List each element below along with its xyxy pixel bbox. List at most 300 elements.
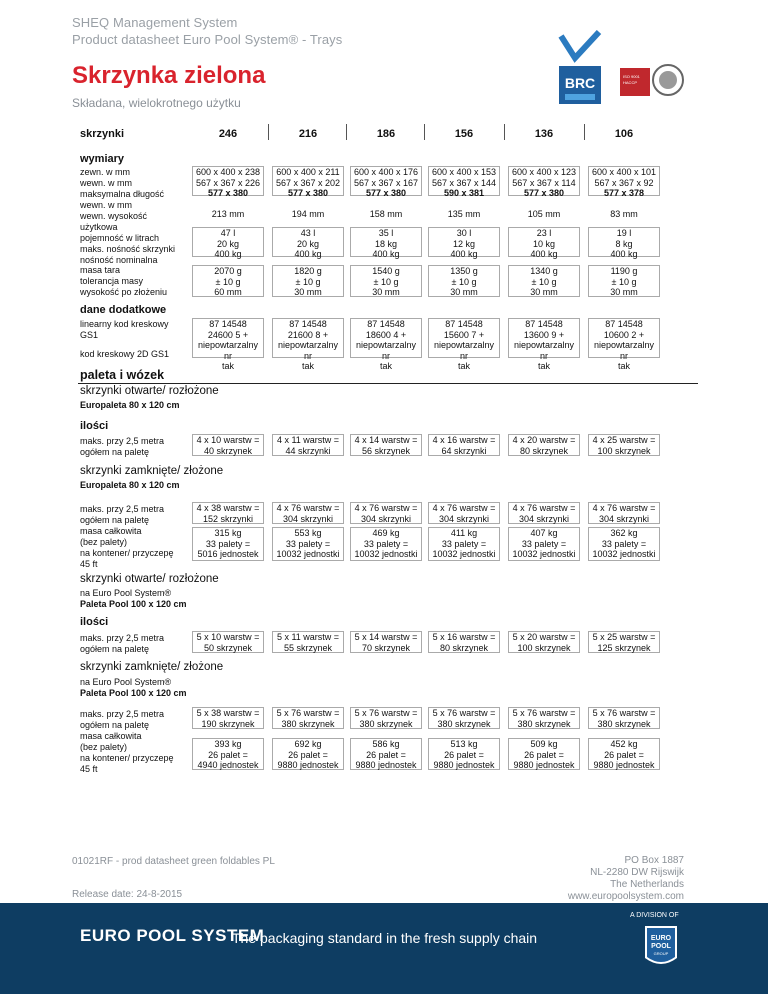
barcode-cell [588,318,660,371]
weight-cell-line-1: ± 10 g [373,276,399,287]
column-head-2: 186 [376,128,396,140]
s4-count-cell [508,707,580,729]
column-separator [424,124,425,140]
barcode-cell-line-0: 87 14548 [445,319,483,329]
weight-cell-line-1: ± 10 g [451,276,477,287]
label-int: wewn. w mm [80,178,133,188]
svg-text:ISO 9001: ISO 9001 [623,74,640,79]
s2-weight-cell-line-0: 469 kg [372,528,400,538]
s1-ilosci: ilości [80,420,109,432]
barcode-cell-line-1: 24600 5 + [207,329,249,340]
s2-sub: Europaleta 80 x 120 cm [80,480,180,490]
weight-cell-line-0: 1350 g [450,266,478,276]
s1-cell-line-1: 40 skrzynek [203,445,253,456]
s3-ilosci: ilości [80,616,109,628]
s4-weight-cell [508,738,580,770]
eps-logo: EURO POOL SYSTEM [80,926,265,945]
s3-cell-line-0: 5 x 20 warstw = [512,632,576,642]
s4-count-cell-line-1: 380 skrzynek [597,718,651,729]
s2-count-cell-line-1: 152 skrzynki [202,513,254,524]
dimensions-cell-line-0: 600 x 400 x 211 [276,167,340,177]
s1-cell [588,434,660,456]
s1-label-max: maks. przy 2,5 metra [80,436,165,446]
dimensions-cell-line-1: 567 x 367 x 202 [275,177,341,188]
address-line2: NL-2280 DW Rijswijk [590,867,684,878]
label-tol: tolerancja masy [80,276,144,286]
height-cell-line-0: 83 mm [610,209,638,219]
dimensions-cell-line-1: 567 x 367 x 167 [353,177,419,188]
capacity-cell-line-2: 400 kg [450,249,478,259]
label-maxlen2: wewn. w mm [80,200,133,210]
label-height: wewn. wysokość [80,211,148,221]
s1-cell [508,434,580,456]
dane-label1 [80,319,169,341]
euro-pool-group-badge-icon [643,924,679,970]
s4-count-cell-line-1: 190 skrzynek [201,718,255,729]
s1-cell-line-0: 4 x 20 warstw = [512,435,576,445]
capacity-cell-line-2: 400 kg [610,249,638,259]
s3-cell [428,631,500,653]
s4-weight-cell-line-0: 586 kg [372,739,400,749]
dimensions-cell-line-0: 600 x 400 x 101 [591,167,657,177]
s4-weight-cell [428,738,500,770]
s4-weight-cell-line-1: 26 palet = [524,749,564,760]
s3-cell-line-0: 5 x 14 warstw = [354,632,418,642]
dane-label2: kod kreskowy 2D GS1 [80,349,170,359]
s4-weight-cell [588,738,660,770]
column-separator [584,124,585,140]
s3-cell-line-1: 70 skrzynek [361,642,411,653]
s2-count-cell [428,502,500,524]
capacity-cell-line-1: 12 kg [452,238,476,249]
capacity-cell-line-0: 35 l [378,228,394,238]
dimensions-cell-line-1: 567 x 367 x 92 [594,177,654,188]
brc-logo-icon [555,30,605,108]
height-cell [588,201,660,227]
capacity-cell [272,227,344,257]
barcode-cell-line-3: tak [457,361,470,371]
s1-cell-line-1: 44 skrzynki [285,445,331,456]
header-system [72,14,342,48]
s1-cell [428,434,500,456]
s1-cell-line-1: 80 skrzynek [519,445,569,456]
height-cell [350,201,422,227]
header-line1: SHEQ Management System [72,15,238,30]
column-separator [268,124,269,140]
dimensions-cell-line-2: 577 x 380 [287,188,329,198]
s2-count-cell-line-0: 4 x 76 warstw = [592,503,656,513]
s4-count-cell-line-1: 380 skrzynek [517,718,571,729]
barcode-cell [272,318,344,371]
dimensions-cell [272,166,344,196]
s4-label-2: masa całkowita [80,731,142,741]
column-separator [504,124,505,140]
s3-cell [272,631,344,653]
s3-cell-line-1: 50 skrzynek [203,642,253,653]
column-head-4: 136 [534,128,554,140]
label-folded: wysokość po złożeniu [80,287,168,297]
s4-weight-cell-line-1: 26 palet = [288,749,328,760]
s3-cell-line-0: 5 x 10 warstw = [196,632,260,642]
s4-weight-cell-line-1: 26 palet = [208,749,248,760]
height-cell-line-0: 105 mm [527,209,561,219]
barcode-cell-line-3: tak [379,361,392,371]
s3-label-max: maks. przy 2,5 metra [80,633,165,643]
column-head-0: 246 [218,128,238,140]
s3-label-total: ogółem na paletę [80,644,150,654]
capacity-cell [192,227,264,257]
s3-sub1: na Euro Pool System® [80,588,172,598]
s2-count-cell [192,502,264,524]
capacity-cell-line-0: 30 l [456,228,472,238]
dimensions-cell-line-2: 577 x 380 [523,188,565,198]
height-cell-line-0: 213 mm [211,209,245,219]
division-label: A DIVISION OF [630,912,679,919]
s3-labels [80,633,164,655]
s2-weight-cell-line-1: 33 palety = [363,538,409,549]
s3-cell-line-1: 100 skrzynek [517,642,571,653]
s3-cell-line-0: 5 x 11 warstw = [276,632,340,642]
barcode-cell-line-2: niepowtarzalny nr [593,340,655,361]
s2-label-4: na kontener/ przyczepę [80,548,174,558]
s4-weight-cell-line-2: 4940 jednostek [197,760,259,770]
s2-title: skrzynki zamknięte/ złożone [80,465,224,477]
weight-cell [508,265,580,297]
barcode-cell-line-1: 15600 7 + [443,329,485,340]
weight-cell [588,265,660,297]
s2-weight-cell-line-0: 315 kg [214,528,242,538]
s4-weight-cell-line-2: 9880 jednostek [593,760,655,770]
s2-label-1: ogółem na paletę [80,515,150,525]
barcode-cell-line-0: 87 14548 [605,319,643,329]
barcode-cell-line-1: 21600 8 + [287,329,329,340]
s4-count-cell-line-0: 5 x 76 warstw = [354,708,418,718]
s2-count-cell [588,502,660,524]
s4-count-cell [272,707,344,729]
capacity-cell-line-1: 18 kg [374,238,398,249]
weight-cell-line-2: 30 mm [530,287,558,297]
s3-cell-line-1: 80 skrzynek [439,642,489,653]
iso-certificate-icon [620,58,685,104]
s1-cell-line-0: 4 x 16 warstw = [432,435,496,445]
s2-weight-cell-line-1: 33 palety = [285,538,331,549]
barcode-cell-line-3: tak [617,361,630,371]
column-separator [346,124,347,140]
s1-cell-line-0: 4 x 10 warstw = [196,435,260,445]
s4-label-5: 45 ft [80,764,98,774]
s2-weight-cell-line-1: 33 palety = [205,538,251,549]
s1-labels [80,436,164,458]
dane-heading: dane dodatkowe [80,304,167,316]
s2-count-cell-line-1: 304 skrzynki [282,513,334,524]
wymiary-heading: wymiary [80,153,125,165]
barcode-cell-line-0: 87 14548 [289,319,327,329]
label-maxlen: maksymalna długość [80,189,165,199]
barcode-cell [428,318,500,371]
weight-cell-line-2: 30 mm [294,287,322,297]
s3-cell [588,631,660,653]
weight-cell-line-2: 30 mm [450,287,478,297]
s4-count-cell [588,707,660,729]
weight-cell-line-1: ± 10 g [295,276,321,287]
height-cell-line-0: 135 mm [447,209,481,219]
label-vol: pojemność w litrach [80,233,160,243]
height-cell [508,201,580,227]
s4-weight-cell-line-1: 26 palet = [604,749,644,760]
s4-weight-cell-line-2: 9880 jednostek [433,760,495,770]
s2-weight-cell-line-2: 10032 jednostki [276,549,340,559]
header-line2: Product datasheet Euro Pool System® - Trays [72,32,343,47]
s2-weight-cell-line-1: 33 palety = [601,538,647,549]
wymiary-labels [80,167,175,266]
doc-reference: 01021RF - prod datasheet green foldables PL [72,856,275,867]
barcode-cell [192,318,264,371]
s3-cell [508,631,580,653]
s2-weight-cell [192,527,264,561]
weight-cell-line-0: 1540 g [372,266,400,276]
dimensions-cell-line-0: 600 x 400 x 176 [353,167,419,177]
s2-count-cell-line-1: 304 skrzynki [360,513,412,524]
weight-cell-line-2: 30 mm [372,287,400,297]
svg-text:POOL: POOL [651,943,671,950]
capacity-cell-line-2: 400 kg [372,249,400,259]
s4-weight-cell-line-1: 26 palet = [444,749,484,760]
s2-weight-cell-line-0: 407 kg [530,528,558,538]
height-cell [428,201,500,227]
dimensions-cell-line-1: 567 x 367 x 144 [431,177,497,188]
s3-sub2: Paleta Pool 100 x 120 cm [80,599,187,609]
capacity-cell-line-2: 400 kg [530,249,558,259]
dimensions-cell-line-2: 577 x 380 [365,188,407,198]
s4-count-cell-line-1: 380 skrzynek [359,718,413,729]
dimensions-cell-line-1: 567 x 367 x 226 [195,177,261,188]
page-subtitle: Składana, wielokrotnego użytku [72,96,241,110]
label-ext: zewn. w mm [80,167,131,177]
s3-cell-line-1: 125 skrzynek [597,642,651,653]
s2-weight-cell-line-2: 10032 jednostki [512,549,576,559]
s2-count-cell [508,502,580,524]
s3-cell-line-0: 5 x 16 warstw = [432,632,496,642]
s1-cell-line-0: 4 x 14 warstw = [354,435,418,445]
s4-weight-cell-line-2: 9880 jednostek [355,760,417,770]
weight-cell [272,265,344,297]
svg-text:GROUP: GROUP [653,951,669,956]
s4-weight-cell-line-0: 393 kg [214,739,242,749]
s4-count-cell-line-0: 5 x 38 warstw = [196,708,260,718]
s2-count-cell-line-0: 4 x 76 warstw = [432,503,496,513]
capacity-cell-line-2: 400 kg [294,249,322,259]
s4-label-1: ogółem na paletę [80,720,150,730]
s4-label-3: (bez palety) [80,742,128,752]
s4-sub1: na Euro Pool System® [80,677,172,687]
capacity-cell [428,227,500,257]
s1-cell-line-1: 100 skrzynek [597,445,651,456]
s2-weight-cell-line-0: 553 kg [294,528,322,538]
address [568,855,684,903]
address-line3: The Netherlands [610,879,684,890]
s2-count-cell-line-1: 304 skrzynki [518,513,570,524]
s4-weight-cell-line-0: 509 kg [530,739,558,749]
dane-label1-a: linearny kod kreskowy [80,319,169,329]
barcode-cell-line-0: 87 14548 [367,319,405,329]
s2-weight-cell [508,527,580,561]
s3-cell [350,631,422,653]
s4-weight-cell-line-0: 513 kg [450,739,478,749]
s4-count-cell-line-0: 5 x 76 warstw = [512,708,576,718]
dimensions-cell-line-0: 600 x 400 x 153 [431,167,497,177]
s1-title: skrzynki otwarte/ rozłożone [80,385,219,397]
capacity-cell-line-0: 43 l [300,228,316,238]
s1-cell-line-1: 64 skrzynki [441,445,487,456]
s4-sub2: Paleta Pool 100 x 120 cm [80,688,187,698]
dimensions-cell-line-2: 577 x 380 [207,188,249,198]
weight-cell-line-0: 1820 g [294,266,322,276]
height-cell [192,201,264,227]
dimensions-cell-line-0: 600 x 400 x 123 [511,167,577,177]
height-cell [272,201,344,227]
capacity-cell [350,227,422,257]
s2-weight-cell [588,527,660,561]
label-maxload: maks. nośność skrzynki [80,244,176,254]
svg-text:BRC: BRC [564,75,596,91]
s4-label-0: maks. przy 2,5 metra [80,709,165,719]
dimensions-cell-line-2: 590 x 381 [443,188,485,198]
dimensions-cell [350,166,422,196]
s1-label-total: ogółem na paletę [80,447,150,457]
s2-weight-cell-line-2: 10032 jednostki [432,549,496,559]
s1-cell [350,434,422,456]
s1-cell-line-0: 4 x 11 warstw = [276,435,340,445]
s2-weight-cell-line-1: 33 palety = [521,538,567,549]
weight-cell-line-0: 1340 g [530,266,558,276]
s1-cell-line-0: 4 x 25 warstw = [592,435,656,445]
weight-cell-line-0: 2070 g [214,266,242,276]
s2-weight-cell-line-0: 411 kg [450,528,478,538]
capacity-cell-line-0: 47 l [220,228,236,238]
capacity-cell-line-1: 8 kg [615,238,633,249]
s4-count-cell-line-0: 5 x 76 warstw = [432,708,496,718]
s3-cell [192,631,264,653]
label-height2: użytkowa [80,222,118,232]
barcode-cell-line-2: niepowtarzalny nr [433,340,495,361]
height-cell-line-0: 158 mm [369,209,403,219]
barcode-cell-line-0: 87 14548 [209,319,247,329]
height-cell-line-0: 194 mm [291,209,325,219]
barcode-cell-line-1: 18600 4 + [365,329,407,340]
weight-cell-line-2: 30 mm [610,287,638,297]
s3-title: skrzynki otwarte/ rozłożone [80,573,219,585]
weight-cell-line-1: ± 10 g [531,276,557,287]
barcode-cell-line-2: niepowtarzalny nr [355,340,417,361]
s1-cell [272,434,344,456]
paleta-heading: paleta i wózek [80,368,165,382]
s2-weight-cell-line-2: 10032 jednostki [592,549,656,559]
s2-weight-cell-line-2: 10032 jednostki [354,549,418,559]
s4-weight-cell-line-2: 9880 jednostek [513,760,575,770]
weight-cell [428,265,500,297]
s1-sub: Europaleta 80 x 120 cm [80,400,180,410]
s2-weight-cell-line-2: 5016 jednostek [197,549,259,559]
weight-cell [350,265,422,297]
label-nominal: nośność nominalna [80,255,158,265]
capacity-cell [588,227,660,257]
weight-cell-line-0: 1190 g [610,266,638,276]
s3-cell-line-0: 5 x 25 warstw = [592,632,656,642]
barcode-cell-line-1: 10600 2 + [603,329,645,340]
paleta-divider [78,383,698,384]
dimensions-cell [428,166,500,196]
barcode-cell-line-3: tak [221,361,234,371]
weight-cell-line-1: ± 10 g [215,276,241,287]
wymiary-labels2 [80,265,167,298]
page-title: Skrzynka zielona [72,62,266,89]
capacity-cell-line-1: 10 kg [532,238,556,249]
s4-count-cell [192,707,264,729]
s2-label-0: maks. przy 2,5 metra [80,504,165,514]
capacity-cell-line-0: 19 l [616,228,632,238]
column-head-5: 106 [614,128,634,140]
dimensions-cell-line-2: 577 x 378 [603,188,645,198]
s2-count-cell [350,502,422,524]
s4-weight-cell-line-1: 26 palet = [366,749,406,760]
s2-count-cell-line-1: 304 skrzynki [598,513,650,524]
dimensions-cell-line-1: 567 x 367 x 114 [512,177,576,188]
s2-weight-cell-line-0: 362 kg [610,528,638,538]
barcode-cell-line-2: niepowtarzalny nr [277,340,339,361]
website-link[interactable]: www.europoolsystem.com [567,891,684,902]
barcode-cell [350,318,422,371]
s4-weight-cell-line-0: 692 kg [294,739,322,749]
weight-cell-line-1: ± 10 g [611,276,637,287]
s2-labels [80,504,174,570]
s4-labels [80,709,174,775]
s3-cell-line-1: 55 skrzynek [283,642,333,653]
release-date: Release date: 24-8-2015 [72,889,183,900]
svg-text:HACCP: HACCP [623,80,638,85]
dane-label1-b: GS1 [80,330,99,340]
s4-weight-cell [350,738,422,770]
s2-weight-cell [350,527,422,561]
address-line1: PO Box 1887 [624,855,684,866]
barcode-cell-line-2: niepowtarzalny nr [513,340,575,361]
label-tare: masa tara [80,265,121,275]
weight-cell [192,265,264,297]
column-head-1: 216 [298,128,318,140]
barcode-cell-line-0: 87 14548 [525,319,563,329]
s2-label-3: (bez palety) [80,537,128,547]
column-head-3: 156 [454,128,474,140]
barcode-cell-line-3: tak [537,361,550,371]
s2-count-cell-line-1: 304 skrzynki [438,513,490,524]
footer-tagline: The packaging standard in the fresh supply chain [232,930,538,946]
barcode-cell [508,318,580,371]
barcode-cell-line-1: 13600 9 + [523,329,565,340]
s2-count-cell-line-0: 4 x 76 warstw = [354,503,418,513]
s4-weight-cell [272,738,344,770]
s2-weight-cell-line-1: 33 palety = [441,538,487,549]
s4-count-cell [428,707,500,729]
capacity-cell [508,227,580,257]
dimensions-cell [508,166,580,196]
svg-text:EURO: EURO [650,935,672,942]
s4-count-cell-line-1: 380 skrzynek [437,718,491,729]
capacity-cell-line-2: 400 kg [214,249,242,259]
s2-count-cell [272,502,344,524]
s4-weight-cell-line-0: 452 kg [610,739,638,749]
barcode-cell-line-3: tak [301,361,314,371]
s2-label-5: 45 ft [80,559,98,569]
dimensions-cell-line-0: 600 x 400 x 238 [195,167,261,177]
